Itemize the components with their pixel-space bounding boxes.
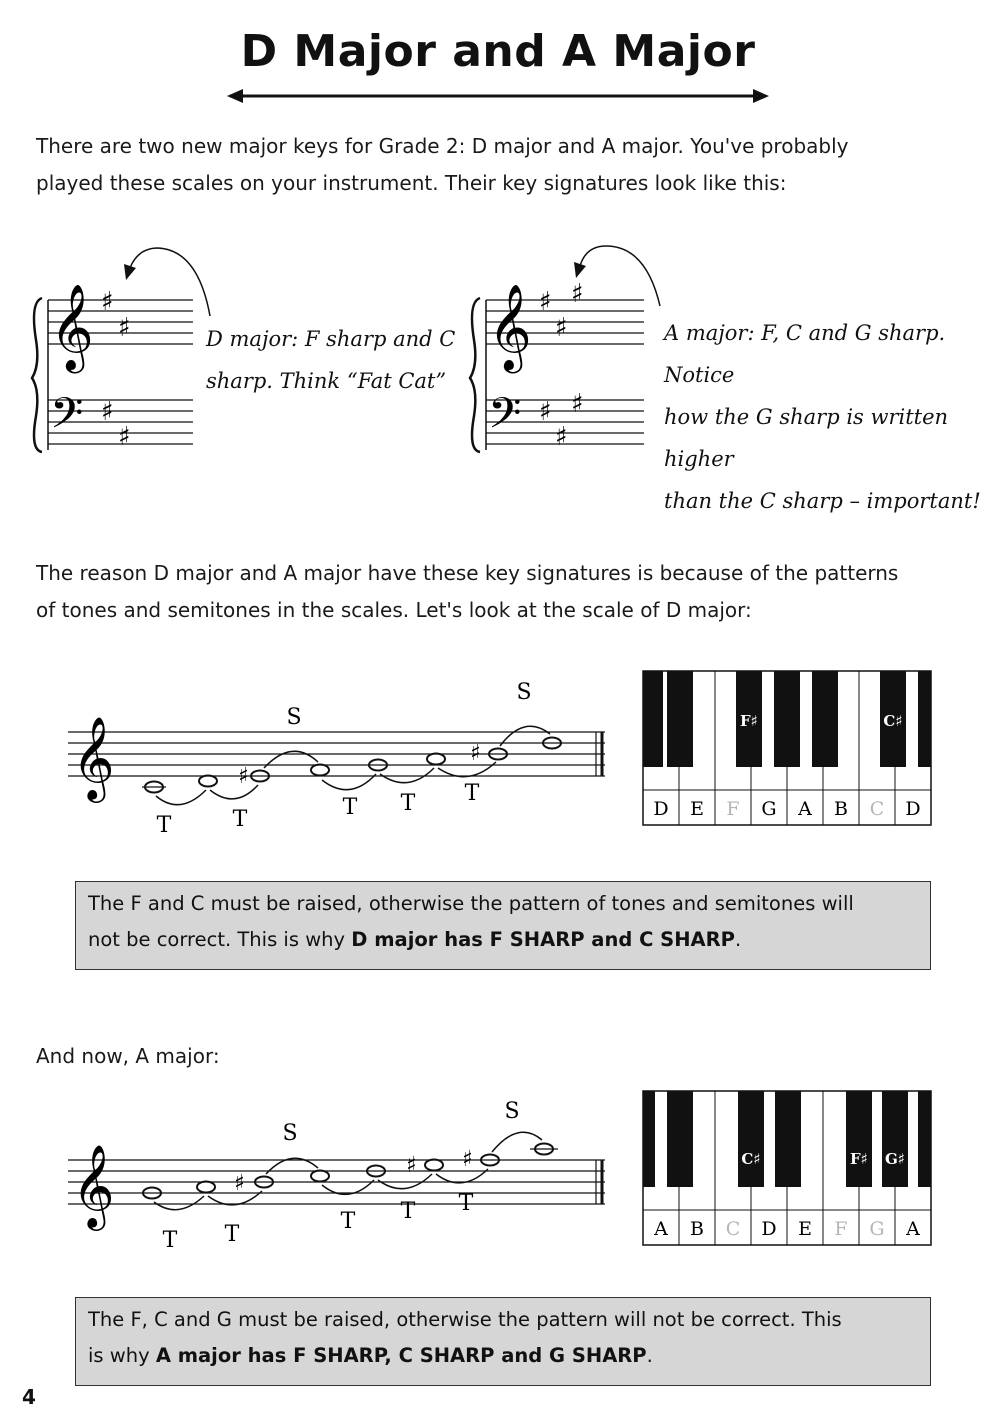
svg-text:♯: ♯	[571, 389, 584, 419]
svg-text:♯: ♯	[234, 1171, 245, 1196]
black-key-label: F♯	[850, 1150, 868, 1168]
key-label: B	[690, 1218, 704, 1240]
treble-clef-icon: 𝄞	[50, 284, 94, 370]
d-box-line-2	[88, 922, 918, 958]
d-major-key-signature	[28, 240, 228, 455]
interval-label: S	[286, 705, 302, 730]
key-label: G	[761, 798, 777, 820]
svg-text:♯: ♯	[238, 764, 249, 789]
svg-text:𝄢: 𝄢	[488, 389, 522, 449]
d-major-summary-box	[75, 881, 931, 970]
reason-line-2: of tones and semitones in the scales. Let's look at the scale of D major:	[36, 598, 752, 622]
key-label: A	[654, 1218, 668, 1240]
a-note-line-2: how the G sharp is written higher	[664, 405, 949, 471]
interval-label: S	[504, 1099, 520, 1124]
a-box-line-2	[88, 1338, 918, 1374]
bass-clef-icon: 𝄢	[50, 389, 84, 449]
a-major-scale-staff	[60, 1090, 615, 1260]
key-label: C	[869, 798, 885, 820]
reason-paragraph	[36, 555, 976, 629]
page-number: 4	[22, 1385, 36, 1409]
interval-label: T	[400, 791, 416, 816]
page-title: D Major and A Major	[240, 26, 756, 77]
interval-label: T	[464, 781, 480, 806]
svg-text:♯: ♯	[555, 422, 568, 452]
interval-label: S	[282, 1121, 298, 1146]
svg-text:♯: ♯	[101, 397, 114, 427]
key-label: A	[798, 798, 812, 820]
d-box-bold: D major has F SHARP and C SHARP	[351, 928, 735, 951]
svg-text:♯: ♯	[118, 313, 131, 343]
d-box-end: .	[734, 928, 742, 951]
a-major-keyboard	[642, 1090, 934, 1248]
key-label: B	[834, 798, 848, 820]
a-major-summary-box	[75, 1297, 931, 1386]
a-major-note	[664, 312, 984, 522]
svg-text:♯: ♯	[462, 1147, 473, 1172]
interval-label: S	[516, 680, 532, 705]
svg-text:♯: ♯	[555, 313, 568, 343]
svg-text:♯: ♯	[539, 397, 552, 427]
svg-text:♯: ♯	[571, 279, 584, 309]
a-box-bold: A major has F SHARP, C SHARP and G SHARP	[155, 1344, 647, 1367]
key-label: E	[690, 798, 704, 820]
svg-text:♯: ♯	[101, 287, 114, 317]
key-label: D	[761, 1218, 777, 1240]
a-note-line-1: A major: F, C and G sharp. Notice	[664, 321, 946, 387]
key-label: D	[905, 798, 921, 820]
a-box-line-1: The F, C and G must be raised, otherwise the pattern will not be correct. This	[88, 1308, 842, 1331]
svg-text:♯: ♯	[118, 422, 131, 452]
svg-text:𝄞: 𝄞	[72, 715, 115, 799]
interval-label: T	[224, 1222, 240, 1247]
d-note-line-2: sharp. Think “Fat Cat”	[206, 369, 447, 393]
key-label: E	[798, 1218, 812, 1240]
svg-text:𝄞: 𝄞	[488, 284, 532, 370]
key-label: D	[653, 798, 669, 820]
interval-label: T	[232, 807, 248, 832]
reason-line-1: The reason D major and A major have these key signatures is because of the patterns	[36, 561, 899, 585]
d-box-line-1: The F and C must be raised, otherwise the pattern of tones and semitones will	[88, 892, 854, 915]
key-label: F	[726, 798, 740, 820]
interval-label: T	[156, 813, 172, 838]
svg-text:♯: ♯	[539, 287, 552, 317]
key-label: F	[834, 1218, 848, 1240]
black-key-label: C♯	[883, 712, 903, 730]
black-key-label: G♯	[884, 1150, 906, 1168]
svg-text:♯: ♯	[406, 1153, 417, 1178]
a-box-text: is why	[88, 1344, 156, 1367]
interval-label: T	[162, 1228, 178, 1253]
title-double-arrow	[225, 86, 771, 106]
d-major-note	[206, 318, 466, 402]
interval-label: T	[342, 795, 358, 820]
interval-label: T	[458, 1191, 474, 1216]
interval-label: T	[400, 1199, 416, 1224]
key-label: G	[869, 1218, 885, 1240]
and-now-label: And now, A major:	[36, 1044, 220, 1068]
a-major-key-signature	[466, 240, 666, 455]
svg-text:𝄞: 𝄞	[72, 1143, 115, 1227]
d-major-keyboard	[642, 670, 934, 828]
key-label: C	[725, 1218, 741, 1240]
key-label: A	[906, 1218, 920, 1240]
intro-paragraph	[36, 128, 966, 202]
svg-text:♯: ♯	[470, 741, 481, 766]
intro-line-1: There are two new major keys for Grade 2: D major and A major. You've probably	[36, 134, 849, 158]
a-note-line-3: than the C sharp – important!	[664, 489, 981, 513]
intro-line-2: played these scales on your instrument. Their key signatures look like this:	[36, 171, 787, 195]
d-major-scale-staff	[60, 670, 615, 845]
black-key-label: F♯	[740, 712, 758, 730]
d-box-text: not be correct. This is why	[88, 928, 352, 951]
a-box-end: .	[646, 1344, 653, 1367]
interval-label: T	[340, 1209, 356, 1234]
d-note-line-1: D major: F sharp and C	[206, 327, 456, 351]
black-key-label: C♯	[741, 1150, 761, 1168]
